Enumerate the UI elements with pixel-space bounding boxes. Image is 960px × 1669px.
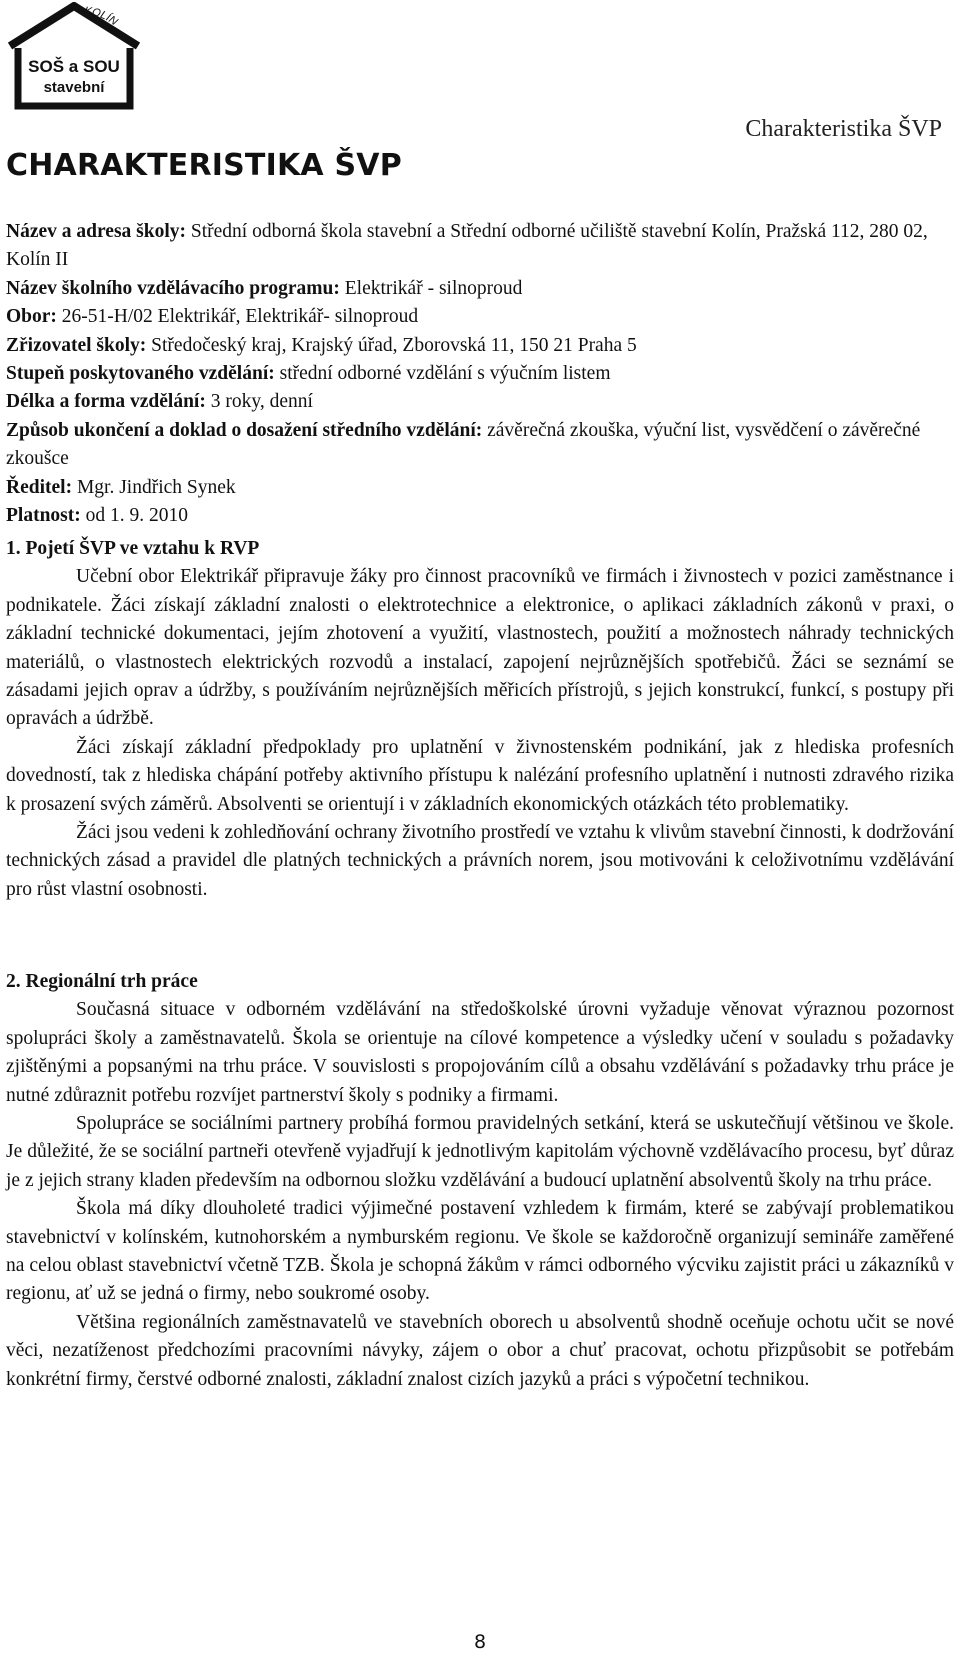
paragraph: Škola má díky dlouholeté tradici výjimečné postavení vzhledem k firmám, které se zabývají problematikou stavebnictví v kolínském, kutnohorském a nymburském regionu. Ve škole se každoročně organizují semináře zaměřené na celou oblast stavebnictví včetně TZB. Škola je schopná žákům v rámci odborného výcviku zajistit práci u zákazníků v regionu, ať už se jedná o firmy, nebo soukromé osoby.	[6, 1198, 954, 1305]
paragraph: Žáci získají základní předpoklady pro uplatnění v živnostenském podnikání, jak z hlediska profesních dovedností, tak z hlediska chápání potřeby aktivního přístupu k nalézání profesního uplatnění i nutnosti zdravého rizika k prosazení svých záměrů. Absolventi se orientují i v základních ekonomických otázkách této problematiky.	[6, 736, 954, 815]
info-label: Platnost:	[6, 505, 81, 527]
section-svp-rvp	[6, 535, 954, 904]
info-label: Název školního vzdělávacího programu:	[6, 277, 340, 299]
paragraph: Většina regionálních zaměstnavatelů ve stavebních oborech u absolventů shodně oceňuje ochotu učit se nové věci, nezatíženost předchozími pracovními návyky, zájem o obor a chuť pracovat, ochotu přizpůsobit se potřebám konkrétní firmy, čerstvé odborné znalosti, základní znalost cizích jazyků a práci s výpočetní technikou.	[6, 1311, 954, 1390]
info-row	[6, 332, 951, 360]
paragraph: Současná situace v odborném vzdělávání na středoškolské úrovni vyžaduje věnovat výraznou pozornost spolupráci školy a zaměstnavatelů. Škola se orientuje na cílové kompetence a výsledky učení v souladu s požadavky zjištěnými a popsanými na trhu práce. V souvislosti s propojováním cílů a obsahu vzdělávání s požadavky trhu práce je nutné zdůraznit potřebu rozvíjet partnerství školy s podniky a firmami.	[6, 999, 954, 1106]
page-number: 8	[473, 1631, 487, 1653]
info-value: závěrečná zkouška, výuční list, vysvědčení o závěrečné zkoušce	[6, 419, 921, 470]
info-value: od 1. 9. 2010	[80, 505, 188, 527]
section-regional-labour-market	[6, 968, 954, 1394]
paragraph: Spolupráce se sociálními partnery probíhá formou pravidelných setkání, která se uskutečňují většinou ve škole. Je důležité, že se sociální partneři otevřeně vyjadřují k jednotlivým kapitolám výchovně vzdělávacího procesu, byť důraz je z jejich strany kladen především na odbornou složku vzdělávání a budoucí uplatnění absolventů školy na trhu práce.	[6, 1113, 954, 1191]
info-value: střední odborné vzdělání s výučním listem	[274, 363, 611, 385]
info-row	[6, 218, 951, 275]
info-label: Obor:	[6, 306, 57, 328]
school-logo	[4, 2, 144, 112]
info-value: 3 roky, denní	[205, 391, 313, 413]
info-value: 26-51-H/02 Elektrikář, Elektrikář- silnoproud	[56, 306, 419, 328]
info-row	[6, 502, 951, 530]
info-row	[6, 303, 951, 331]
info-value: Elektrikář - silnoproud	[339, 277, 523, 299]
info-row	[6, 388, 951, 416]
info-label: Ředitel:	[6, 476, 73, 498]
info-label: Zřizovatel školy:	[6, 334, 147, 356]
running-header: Charakteristika ŠVP	[745, 116, 942, 142]
logo-line1: SOŠ a SOU	[28, 57, 120, 76]
house-logo-icon	[4, 2, 144, 112]
page-title: CHARAKTERISTIKA ŠVP	[6, 148, 402, 183]
info-row	[6, 474, 951, 502]
info-row	[6, 360, 951, 388]
logo-line2: stavební	[43, 79, 105, 96]
info-label: Stupeň poskytovaného vzdělání:	[6, 363, 275, 385]
info-row	[6, 275, 951, 303]
paragraph: Žáci jsou vedeni k zohledňování ochrany životního prostředí ve vztahu k vlivům stavební činnosti, k dodržování technických zásad a pravidel dle platných technických a právních norem, jsou motivováni k celoživotnímu vzdělávání pro růst vlastní osobnosti.	[6, 822, 954, 900]
info-label: Délka a forma vzdělání:	[6, 391, 206, 413]
info-value: Mgr. Jindřich Synek	[72, 476, 236, 498]
info-label: Způsob ukončení a doklad o dosažení středního vzdělání:	[6, 419, 483, 441]
info-label: Název a adresa školy:	[6, 221, 187, 242]
info-value: Střední odborná škola stavební a Střední odborné učiliště stavební Kolín, Pražská 112, 280 02, Kolín II	[6, 221, 928, 271]
info-value: Středočeský kraj, Krajský úřad, Zborovská 11, 150 21 Praha 5	[146, 334, 637, 356]
school-info	[6, 218, 951, 530]
section-heading: 1. Pojetí ŠVP ve vztahu k RVP	[6, 538, 260, 559]
info-row	[6, 417, 951, 474]
section-heading: 2. Regionální trh práce	[6, 971, 198, 992]
paragraph: Učební obor Elektrikář připravuje žáky pro činnost pracovníků ve firmách i živnostech v pozici zaměstnance i podnikatele. Žáci získají základní znalosti o elektrotechnice a elektronice, o aplikaci základních zákonů v praxi, o základní technické dokumentaci, jejím zhotovení a využití, vlastnostech, použití a možnostech náhrady technických materiálů, o vlastnostech elektrických rozvodů a instalací, zapojení nejrůznějších spotřebičů. Žáci se seznámí se zásadami jejich oprav a údržby, s používáním nejrůznějších měřicích přístrojů, s jejich konstrukcí, funkcí, s postupy při opravách a údržbě.	[6, 566, 954, 730]
logo-arc-text: KOLÍN	[83, 4, 120, 29]
